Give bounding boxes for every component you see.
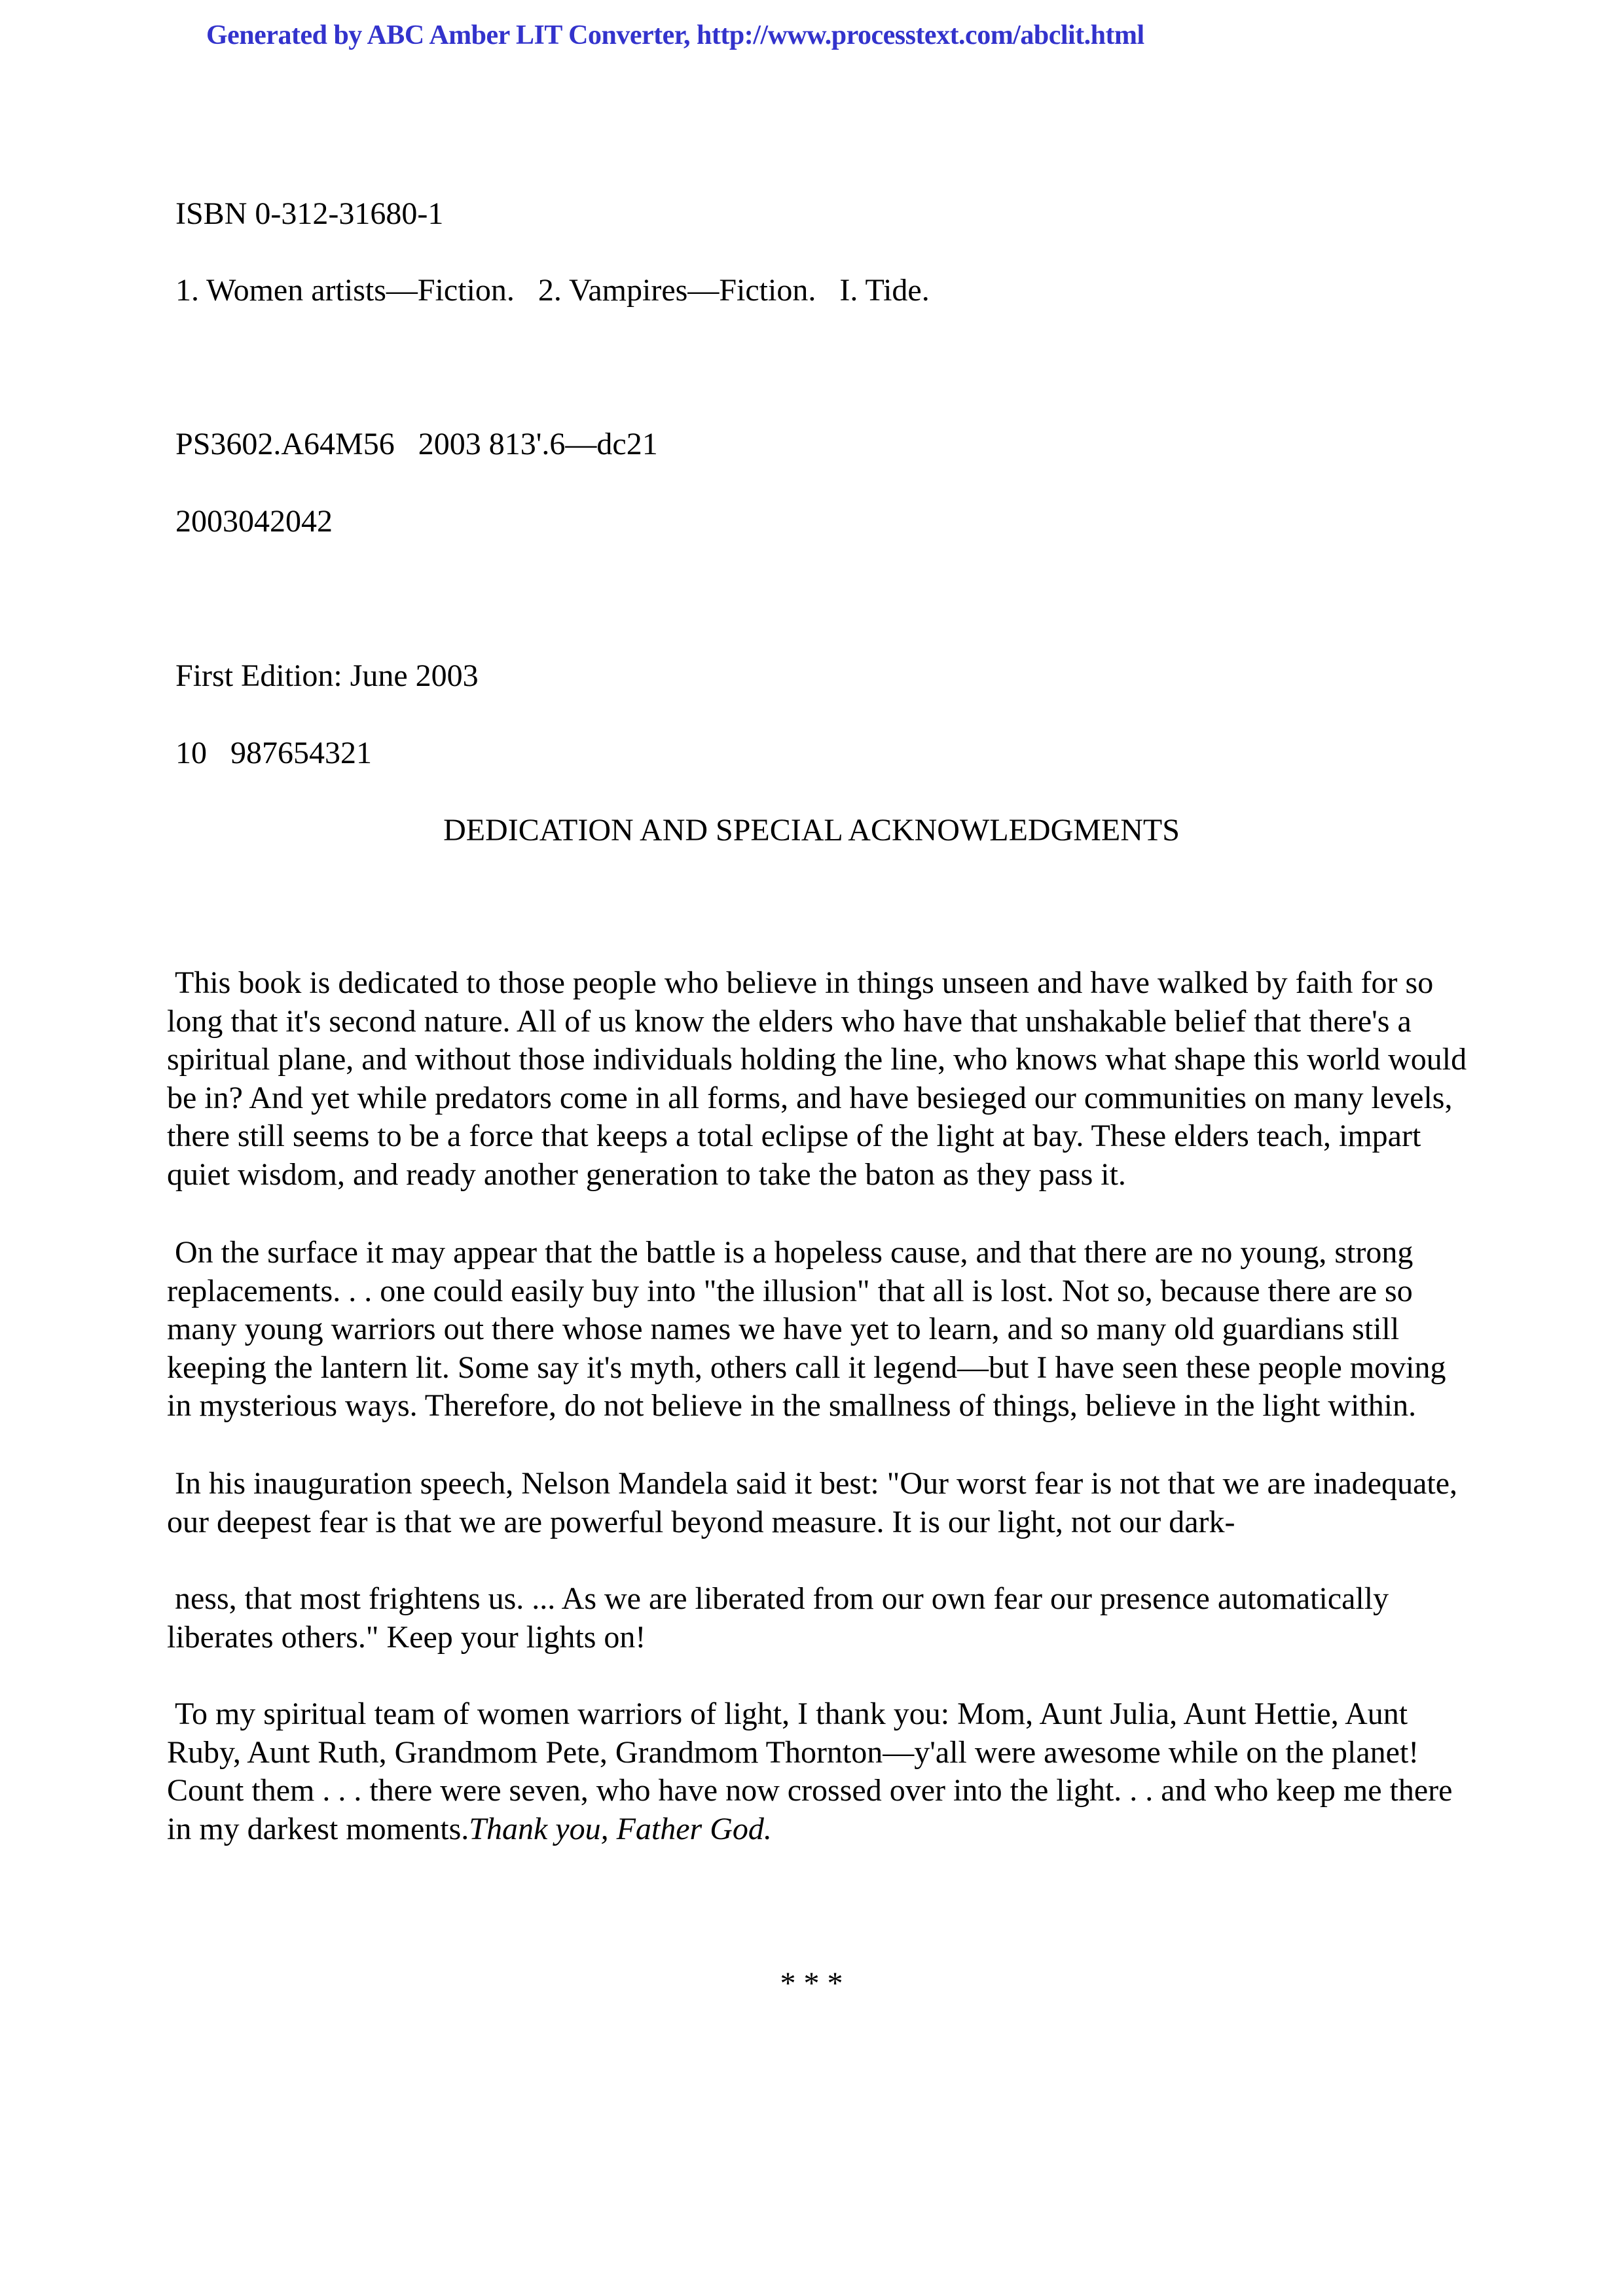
paragraph-text: To my spiritual team of women warriors of light, I thank you: Mom, Aunt Julia, Aunt Hettie, Aunt Ruby, Aunt Ruth, Grandmom Pete, Grandmom Thornton—y'all were awesome while on the planet! Count them . . . there were seven, who have now crossed over into the light. . . and who keep me there in my darkest moments. [167,1696,1453,1846]
dedication-paragraph [167,1580,1476,1657]
paragraph-text: In his inauguration speech, Nelson Mandela said it best: "Our worst fear is not that we are inadequate, our deepest fear is that we are powerful beyond measure. It is our light, not our dark- [167,1466,1458,1539]
paragraph-text: ness, that most frightens us. ... As we are liberated from our own fear our presence automatically liberates others." Keep your lights on! [167,1581,1389,1655]
dedication-paragraph [167,964,1476,1194]
section-separator: * * * [780,1966,843,2001]
dedication-paragraph [167,1695,1476,1848]
classification-line: PS3602.A64M56 2003 813'.6—dc21 [175,427,658,461]
dedication-heading: DEDICATION AND SPECIAL ACKNOWLEDGMENTS [443,813,1180,848]
isbn-line: ISBN 0-312-31680-1 [175,196,444,231]
closing-italic: Thank you, Father God. [469,1811,772,1846]
paragraph-text: This book is dedicated to those people who believe in things unseen and have walked by faith for so long that it's second nature. All of us know the elders who have that unshakable belief that there's a spiritual plane, and without those individuals holding the line, who knows what shape this world would be in? And yet while predators come in all forms, and have besieged our communities on many levels, there still seems to be a force that keeps a total eclipse of the light at bay. These elders teach, impart quiet wisdom, and ready another generation to take the baton as they pass it. [167,965,1467,1192]
converter-banner: Generated by ABC Amber LIT Converter, http://www.processtext.com/abclit.html [206,20,1144,50]
dedication-paragraph [167,1234,1476,1426]
edition-line: First Edition: June 2003 [175,658,479,693]
printing-line: 10 987654321 [175,736,372,770]
paragraph-text: On the surface it may appear that the battle is a hopeless cause, and that there are no young, strong replacements. . . one could easily buy into "the illusion" that all is lost. Not so, because there are so many young warriors out there whose names we have yet to learn, and so many old guardians still keeping the lantern lit. Some say it's myth, others call it legend—but I have seen these people moving in mysterious ways. Therefore, do not believe in the smallness of things, believe in the light within. [167,1235,1446,1423]
dedication-paragraph [167,1465,1476,1541]
lccn-line: 2003042042 [175,504,333,539]
subjects-line: 1. Women artists—Fiction. 2. Vampires—Fiction. I. Tide. [175,273,930,308]
